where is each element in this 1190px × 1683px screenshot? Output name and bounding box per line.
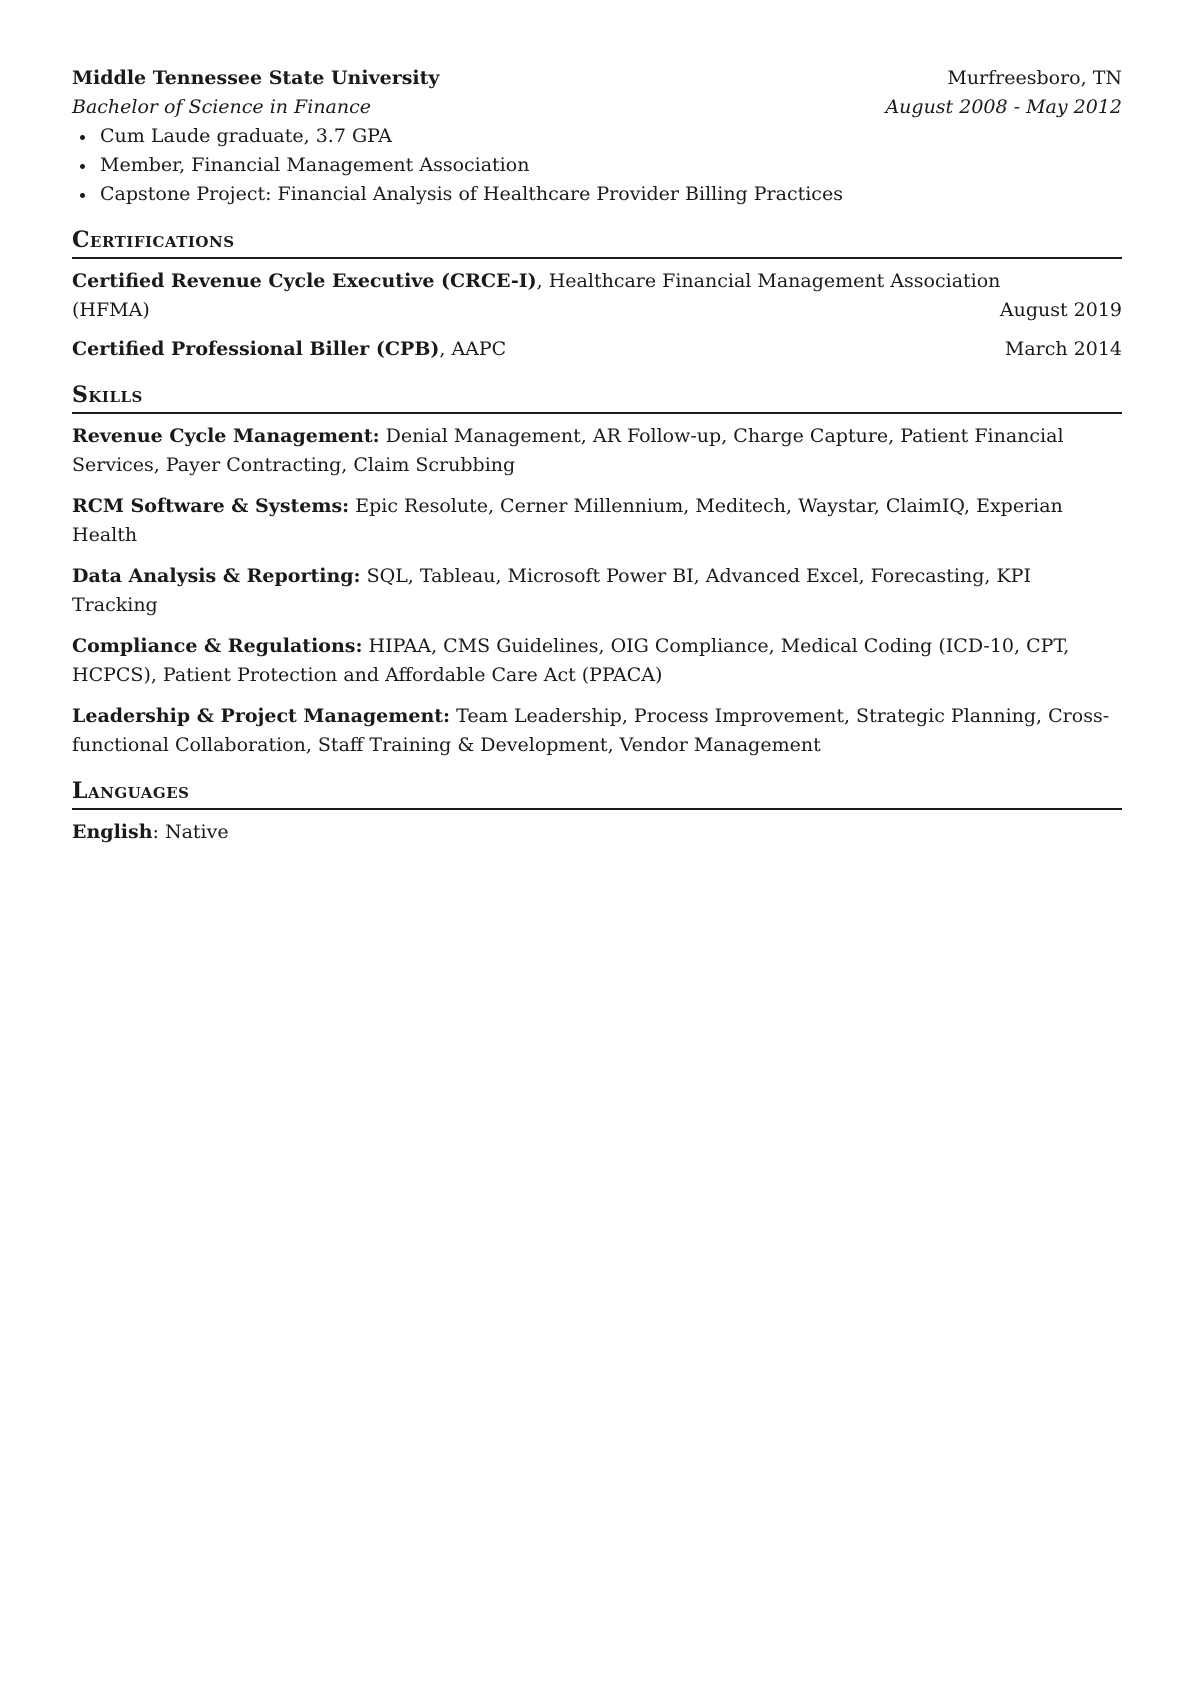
skill-label: Data Analysis & Reporting: xyxy=(72,565,361,587)
certification-name: Certified Professional Biller (CPB) xyxy=(72,338,440,360)
skill-text: Denial Management, AR Follow-up, Charge Capture, Patient Financial Services, Payer Contracting, Claim Scrubbing xyxy=(72,425,1064,476)
certification-date: August 2019 xyxy=(999,299,1122,321)
certification-item xyxy=(72,267,1122,325)
education-bullet: Member, Financial Management Association xyxy=(100,151,1122,180)
skill-label: RCM Software & Systems: xyxy=(72,495,350,517)
certification-issuer: , AAPC xyxy=(439,338,507,360)
certification-item xyxy=(72,335,1122,364)
education-entry xyxy=(72,64,1122,209)
skill-label: Leadership & Project Management: xyxy=(72,705,451,727)
certification-name: Certified Revenue Cycle Executive (CRCE-I) xyxy=(72,270,537,292)
skill-item xyxy=(72,632,1122,690)
education-header-row xyxy=(72,64,1122,93)
skill-text: SQL, Tableau, Microsoft Power BI, Advanced Excel, Forecasting, KPI Tracking xyxy=(72,565,1031,616)
resume-page xyxy=(72,64,1122,859)
skill-item xyxy=(72,422,1122,480)
language-item xyxy=(72,818,1122,847)
education-bullet: Cum Laude graduate, 3.7 GPA xyxy=(100,122,1122,151)
languages-heading: Languages xyxy=(72,776,1122,810)
language-name: English xyxy=(72,821,153,843)
language-level: : Native xyxy=(152,821,229,843)
certifications-heading: Certifications xyxy=(72,225,1122,259)
certification-issuer: , Healthcare Financial Management Association xyxy=(536,270,1001,292)
education-bullet: Capstone Project: Financial Analysis of Healthcare Provider Billing Practices xyxy=(100,180,1122,209)
skill-text: HIPAA, CMS Guidelines, OIG Compliance, Medical Coding (ICD-10, CPT, HCPCS), Patient Protection and Affordable Care Act (PPACA) xyxy=(72,635,1070,686)
skill-item xyxy=(72,562,1122,620)
education-bullets xyxy=(72,122,1122,209)
certification-date: March 2014 xyxy=(1004,338,1122,360)
skill-text: Epic Resolute, Cerner Millennium, Meditech, Waystar, ClaimIQ, Experian Health xyxy=(72,495,1063,546)
skill-label: Revenue Cycle Management: xyxy=(72,425,380,447)
education-dates: August 2008 - May 2012 xyxy=(885,96,1122,118)
degree-name: Bachelor of Science in Finance xyxy=(72,96,371,118)
certification-issuer-continued: (HFMA) xyxy=(72,299,150,321)
skill-item xyxy=(72,492,1122,550)
skills-heading: Skills xyxy=(72,380,1122,414)
skill-item xyxy=(72,702,1122,760)
skill-text: Team Leadership, Process Improvement, Strategic Planning, Cross-functional Collaboration, Staff Training & Development, Vendor Management xyxy=(72,705,1110,756)
school-name: Middle Tennessee State University xyxy=(72,67,440,89)
education-degree-row xyxy=(72,93,1122,122)
skill-label: Compliance & Regulations: xyxy=(72,635,363,657)
school-location: Murfreesboro, TN xyxy=(947,67,1122,89)
